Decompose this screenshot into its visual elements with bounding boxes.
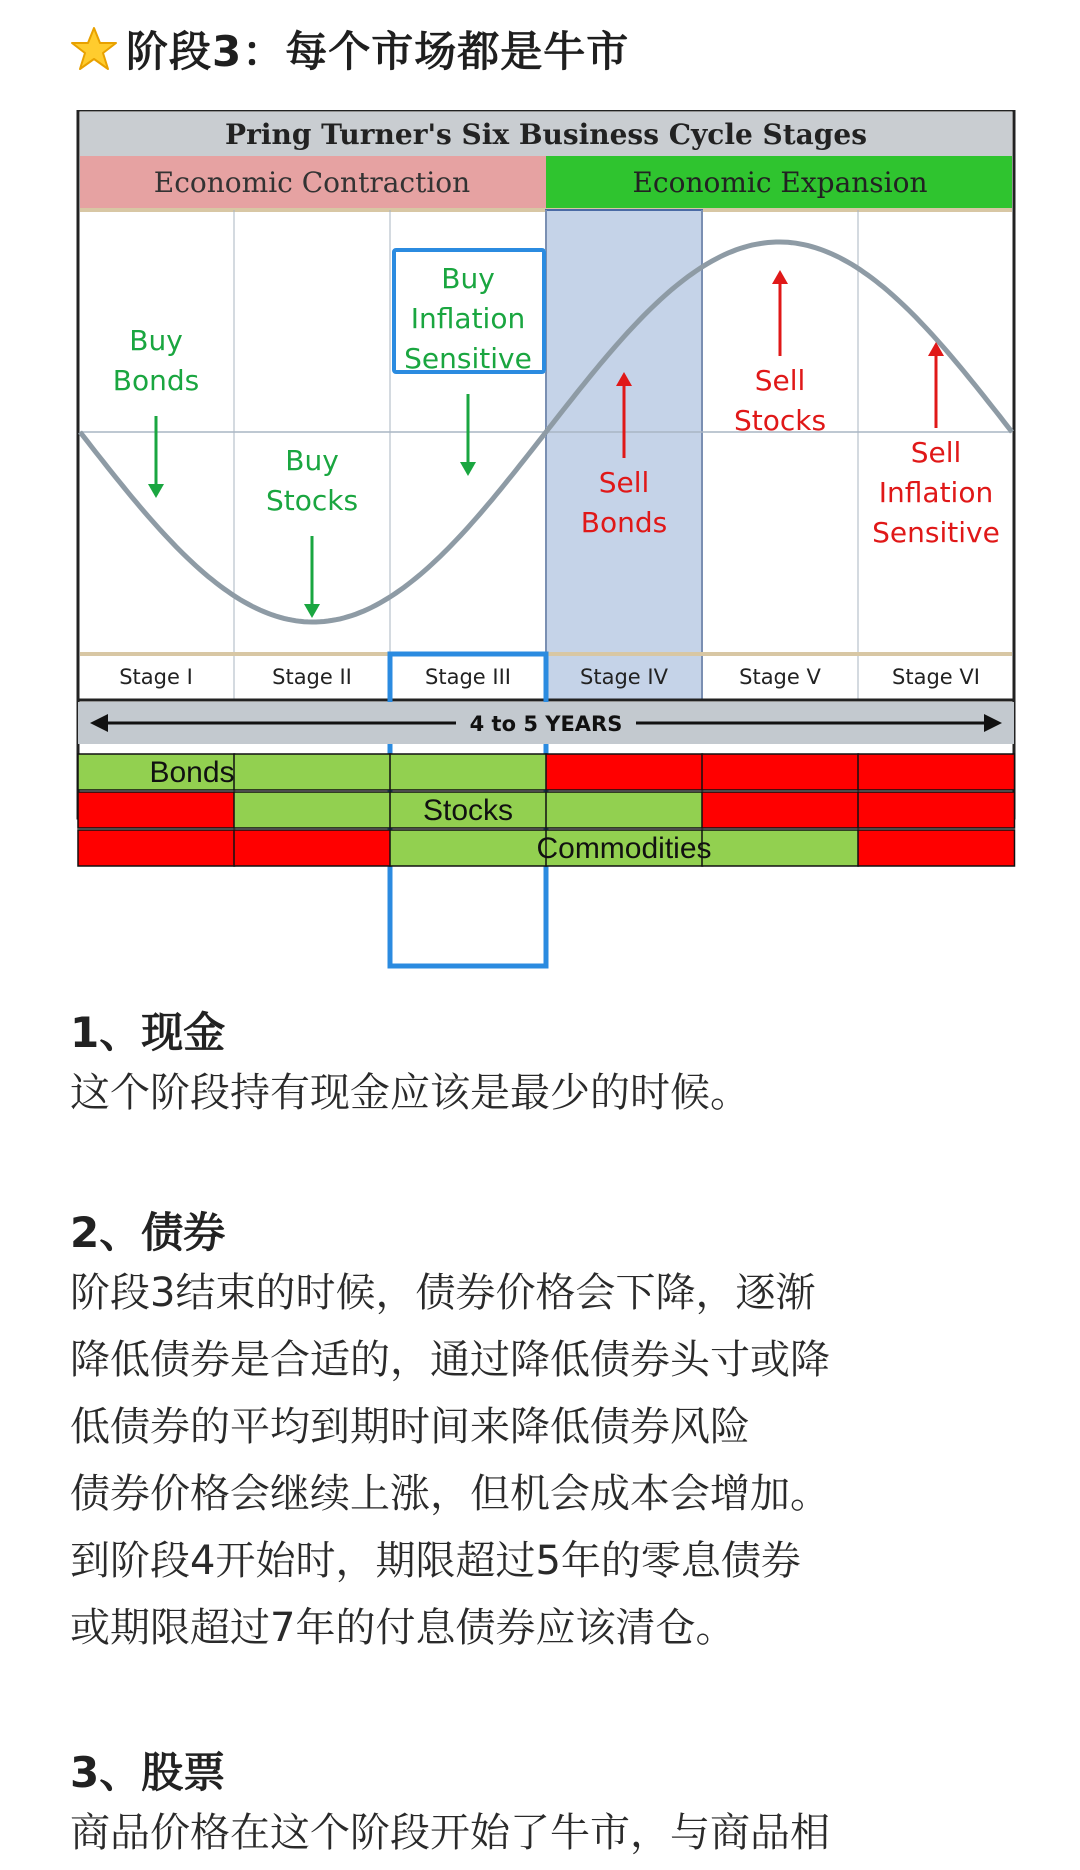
stage-label: Stage VI [892, 665, 980, 689]
asset-bar-segment [702, 792, 859, 828]
paragraph-line: 到阶段4开始时，期限超过5年的零息债券 [70, 1538, 801, 1584]
asset-bar-segment [234, 830, 391, 866]
stage-label: Stage V [739, 665, 821, 689]
page-title [70, 14, 629, 84]
section-heading-cash: 1、现金 [70, 1008, 226, 1057]
signal-label: Stocks [733, 404, 827, 437]
signal-label: Bonds [112, 364, 200, 397]
asset-bar-segment [234, 754, 391, 790]
asset-bar-segment [390, 830, 547, 866]
asset-bar-segment [546, 792, 703, 828]
section-heading-stocks: 3、股票 [70, 1748, 226, 1797]
paragraph-line: 阶段3结束的时候，债券价格会下降，逐渐 [70, 1270, 816, 1316]
asset-bar-segment [234, 792, 391, 828]
signal-label: Sell [598, 466, 650, 499]
signal-label: Sensitive [404, 342, 532, 375]
star-emoji-icon [70, 25, 118, 73]
signal-label: Bonds [580, 506, 668, 539]
paragraph-line: 这个阶段持有现金应该是最少的时候。 [70, 1070, 750, 1116]
business-cycle-figure [70, 110, 1018, 972]
asset-bar-label: Stocks [422, 794, 514, 827]
asset-bar-segment [78, 830, 235, 866]
section-body-bonds [70, 1260, 1010, 1662]
section-body-stocks [70, 1800, 1010, 1867]
signal-label: Inflation [410, 302, 526, 335]
asset-bar-label: Bonds [149, 756, 235, 789]
signal-label: Sell [910, 436, 962, 469]
section-body-cash [70, 1060, 1010, 1127]
paragraph-line: 商品价格在这个阶段开始了牛市，与商品相 [70, 1810, 830, 1856]
signal-label: Buy [441, 262, 495, 295]
asset-bar-segment [702, 830, 859, 866]
figure-title: Pring Turner's Six Business Cycle Stages [225, 118, 867, 151]
signal-label: Stocks [265, 484, 359, 517]
phase-label-expansion: Economic Expansion [632, 166, 928, 199]
business-cycle-chart [70, 110, 1018, 972]
paragraph-line: 低债券的平均到期时间来降低债券风险 [70, 1404, 750, 1450]
section-heading-bonds: 2、债券 [70, 1208, 226, 1257]
asset-bar-segment [858, 792, 1015, 828]
page-title-text: 阶段3：每个市场都是牛市 [126, 27, 630, 76]
phase-label-contraction: Economic Contraction [153, 166, 471, 199]
asset-bar-segment [858, 754, 1015, 790]
signal-label: Inflation [878, 476, 994, 509]
signal-label: Buy [129, 324, 183, 357]
paragraph-line: 降低债券是合适的，通过降低债券头寸或降 [70, 1337, 830, 1383]
stage-label: Stage IV [580, 665, 668, 689]
asset-bar-segment [546, 754, 703, 790]
signal-label: Sell [754, 364, 806, 397]
asset-bar-segment [702, 754, 859, 790]
asset-bar-segment [78, 792, 235, 828]
stage-label: Stage III [425, 665, 511, 689]
stage-label: Stage II [272, 665, 352, 689]
signal-label: Buy [285, 444, 339, 477]
paragraph-line: 或期限超过7年的付息债券应该清仓。 [70, 1605, 736, 1651]
paragraph-line: 债券价格会继续上涨，但机会成本会增加。 [70, 1471, 830, 1517]
asset-bar-label: Commodities [536, 832, 712, 865]
signal-label: Sensitive [872, 516, 1000, 549]
asset-bar-segment [390, 754, 547, 790]
duration-label: 4 to 5 YEARS [469, 712, 623, 736]
stage-label: Stage I [119, 665, 193, 689]
asset-bar-segment [858, 830, 1015, 866]
